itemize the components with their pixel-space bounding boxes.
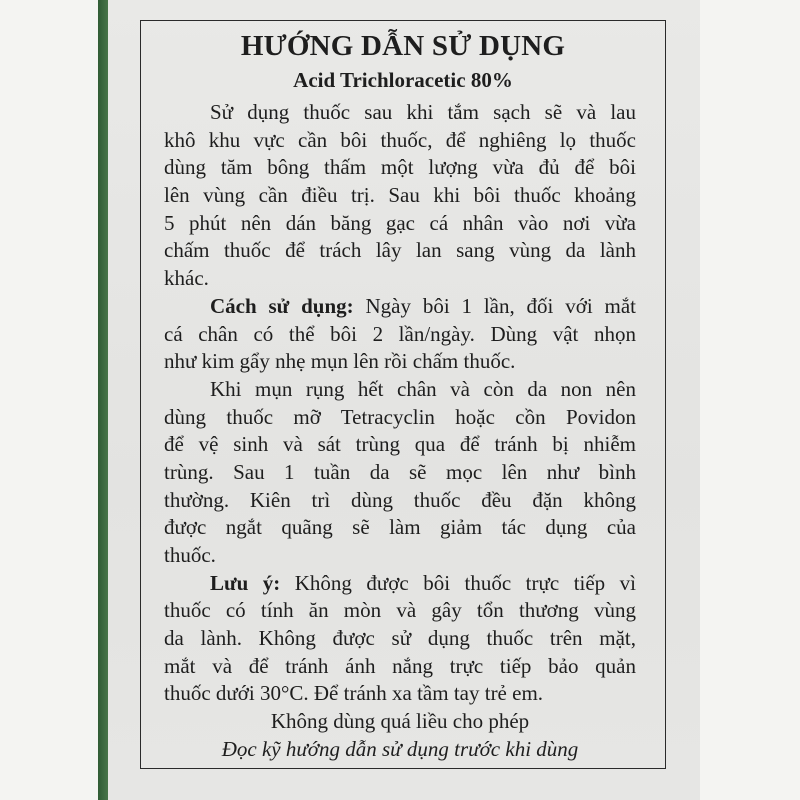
instructions-body bbox=[164, 99, 636, 764]
intro-line: Sử dụng thuốc sau khi tắm sạch sẽ và lau bbox=[210, 100, 636, 124]
document-title: HƯỚNG DẪN SỬ DỤNG bbox=[240, 30, 566, 62]
usage-text: Ngày bôi 1 lần, đối với mắt bbox=[353, 293, 636, 318]
aftercare-line: trùng. Sau 1 tuần da sẽ mọc lên như bình bbox=[164, 459, 636, 484]
intro-line: lên vùng cần điều trị. Sau khi bôi thuốc khoảng bbox=[164, 183, 636, 208]
usage-line: như kim gẩy nhẹ mụn lên rồi chấm thuốc. bbox=[164, 349, 516, 374]
note-label: Lưu ý: bbox=[210, 570, 281, 595]
note-line: thuốc có tính ăn mòn và gây tổn thương vùng bbox=[164, 598, 636, 623]
aftercare-line: để vệ sinh và sát trùng qua để tránh bị nhiễm bbox=[164, 432, 636, 457]
aftercare-line: Khi mụn rụng hết chân và còn da non nên bbox=[210, 376, 636, 401]
aftercare-line: thường. Kiên trì dùng thuốc đều đặn không bbox=[164, 487, 636, 512]
intro-line: chấm thuốc để trách lây lan sang vùng da lành bbox=[164, 238, 636, 263]
aftercare-line: dùng thuốc mỡ Tetracyclin hoặc cồn Povidon bbox=[164, 404, 636, 429]
aftercare-line: được ngắt quãng sẽ làm giảm tác dụng của bbox=[164, 515, 636, 540]
note-text: Không được bôi thuốc trực tiếp vì bbox=[280, 570, 637, 595]
note-line: thuốc dưới 30°C. Để tránh xa tầm tay trẻ em. bbox=[164, 681, 544, 706]
note-line: mắt và để tránh ánh nắng trực tiếp bảo quản bbox=[164, 653, 636, 678]
note-line bbox=[164, 570, 636, 598]
usage-line: cá chân có thể bôi 2 lần/ngày. Dùng vật nhọn bbox=[164, 321, 636, 346]
intro-line: dùng tăm bông thấm một lượng vừa đủ để bôi bbox=[164, 155, 636, 180]
read-instructions-notice: Đọc kỹ hướng dẫn sử dụng trước khi dùng bbox=[221, 736, 579, 761]
usage-label: Cách sử dụng: bbox=[210, 293, 354, 318]
product-name: Acid Trichloracetic 80% bbox=[293, 68, 513, 92]
overdose-warning: Không dùng quá liều cho phép bbox=[270, 709, 530, 734]
intro-line: khác. bbox=[164, 266, 209, 291]
intro-line: 5 phút nên dán băng gạc cá nhân vào nơi vừa bbox=[164, 210, 636, 235]
aftercare-line: thuốc. bbox=[164, 543, 216, 567]
usage-line bbox=[164, 293, 636, 321]
note-line: da lành. Không được sử dụng thuốc trên mặt, bbox=[164, 626, 636, 651]
intro-line: khô khu vực cần bôi thuốc, để nghiêng lọ thuốc bbox=[164, 127, 636, 152]
